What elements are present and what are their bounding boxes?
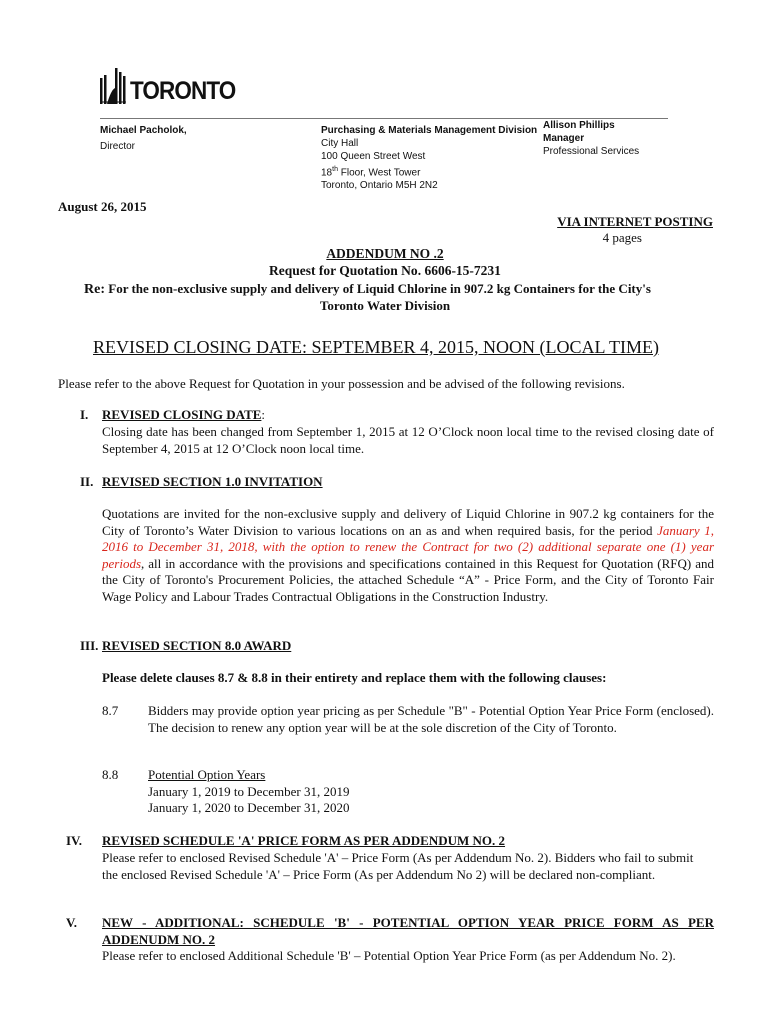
header-right [543,119,639,158]
re-line [84,281,651,298]
rfq-line [0,263,770,279]
section-heading-colon: : [261,407,266,422]
section-heading: REVISED SECTION 8.0 AWARD [102,638,292,653]
section-heading [102,407,265,424]
re-label: Re: [84,282,105,297]
header-middle [321,124,537,192]
clause-title: Potential Option Years [148,767,266,782]
section-body: Closing date has been changed from September 1, 2015 at 12 O’Clock noon local time to the revised closing date of September 4, 2015 at 12 O’Clock noon local time. [102,424,714,456]
addendum-title: ADDENDUM NO .2 [326,246,444,261]
clause-instruction: Please delete clauses 8.7 & 8.8 in their entirety and replace them with the following clauses: [102,670,607,685]
address-line: 18th Floor, West Tower [321,166,421,179]
address-line: 100 Queen Street West [321,151,426,162]
section-number: V. [66,915,77,930]
body-text: Quotations are invited for the non-exclusive supply and delivery of Liquid Chlorine in 907.2 kg containers for the City of Toronto’s Water Division to various locations on an as and when required basis, for the period [102,506,714,538]
toronto-logo [100,66,247,104]
option-year: January 1, 2019 to December 31, 2019 [148,783,350,799]
re-line-2: Toronto Water Division [319,298,451,313]
manager-title: Manager [543,133,585,144]
via-posting: VIA INTERNET POSTING [557,214,713,229]
address-line: City Hall [321,138,359,149]
clause-text [148,767,349,817]
division-name: Purchasing & Materials Management Division [321,125,538,136]
section-body [102,506,714,605]
revised-closing-heading: REVISED CLOSING DATE: SEPTEMBER 4, 2015, NOON (LOCAL TIME) [93,337,659,357]
director-title: Director [100,141,136,152]
section-heading-text: REVISED CLOSING DATE [102,407,262,422]
section-body: Please refer to enclosed Additional Schedule 'B' – Potential Option Year Price Form (as per Addendum No. 2). [102,948,676,963]
clause-number: 8.8 [102,767,119,782]
rfq-prefix: Request for Quotation No [269,263,418,278]
clause-text: Bidders may provide option year pricing as per Schedule "B" - Potential Option Year Price Form (enclosed). The decision to renew any option year will be at the sole discretion of the City of Toronto. [148,703,714,735]
manager-name: Allison Phillips [543,120,615,131]
re-text: For the non-exclusive supply and delivery of Liquid Chlorine in 907.2 kg Containers for the City's [105,281,651,296]
director-name: Michael Pacholok, [100,125,187,136]
section-number: IV. [66,833,83,848]
page-count: 4 pages [602,230,642,245]
intro-text: Please refer to the above Request for Quotation in your possession and be advised of the following revisions. [58,376,625,391]
header-left [100,124,187,153]
letter-date: August 26, 2015 [58,199,147,214]
address-line: Toronto, Ontario M5H 2N2 [321,180,438,192]
highlighted-period: January 1, 2016 to December 31, 2018, with the option to renew the Contract for two (2) additional separate one (1) year periods [102,522,715,571]
option-year: January 1, 2020 to December 31, 2020 [148,800,350,815]
section-number: II. [80,474,94,489]
city-hall-logo-icon [100,68,128,104]
logo-text: TORONTO [130,77,236,105]
section-heading: REVISED SECTION 1.0 INVITATION [102,474,323,489]
manager-dept: Professional Services [543,146,640,157]
rfq-number: . 6606-15-7231 [417,263,501,278]
section-heading: REVISED SCHEDULE 'A' PRICE FORM AS PER ADDENDUM NO. 2 [102,833,506,848]
clause-number: 8.7 [102,703,119,718]
section-body: Please refer to enclosed Revised Schedule 'A' – Price Form (As per Addendum No. 2). Bidders who fail to submit the enclosed Revised Schedule 'A' – Price Form (As per Addendum No 2) will be declared non-compliant. [102,850,694,882]
body-text: , all in accordance with the provisions and specifications contained in this Request for Quotation (RFQ) and the City of Toronto's Procurement Policies, the attached Schedule “A” - Price Form, and the City of Toronto Fair Wage Policy and Labour Trades Contractual Obligations in the Construction Industry. [102,555,714,604]
section-number: I. [80,407,89,422]
section-heading: NEW - ADDITIONAL: SCHEDULE 'B' - POTENTIAL OPTION YEAR PRICE FORM AS PER ADDENUDM NO. 2 [102,915,714,947]
section-number: III. [80,638,99,653]
